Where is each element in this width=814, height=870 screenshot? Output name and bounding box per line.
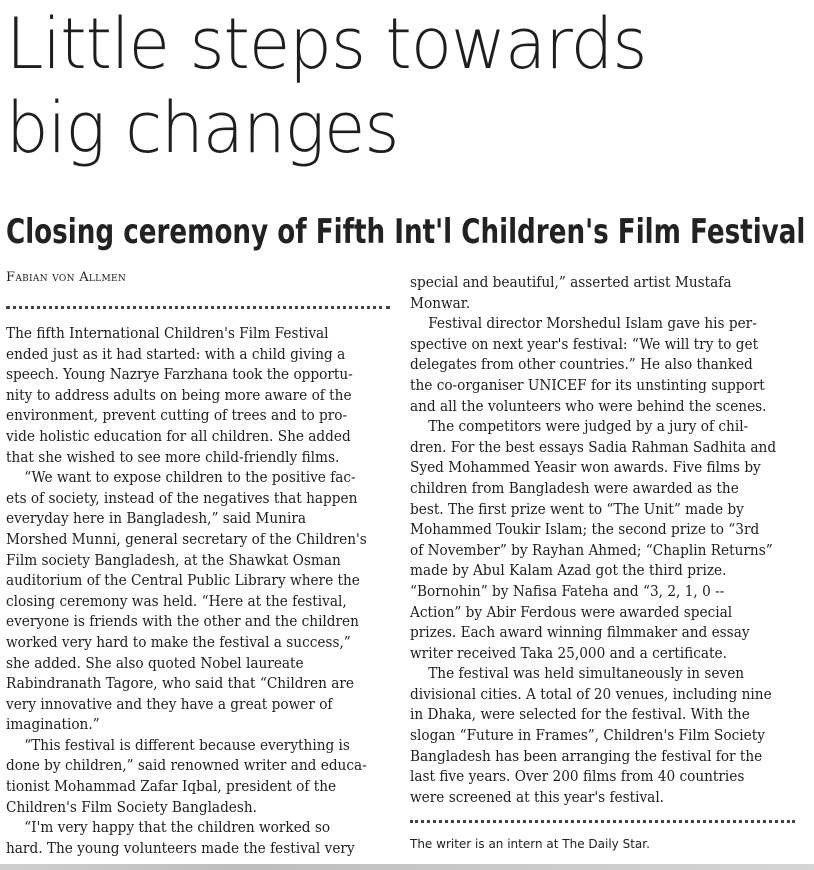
text-line: Mohammed Toukir Islam; the second prize to “3rd (410, 520, 760, 539)
text-line: writer received Taka 25,000 and a certificate. (410, 643, 727, 662)
text-line: speech. Young Nazrye Farzhana took the opportu- (6, 365, 353, 384)
text-line: last five years. Over 200 films from 40 countries (410, 767, 745, 786)
text-line: imagination.” (6, 715, 100, 734)
text-line: Rabindranath Tagore, who said that “Children are (6, 674, 355, 693)
text-line: Syed Mohammed Yeasir won awards. Five films by (410, 458, 761, 477)
text-line: were screened at this year's festival. (410, 787, 665, 806)
text-line: Morshed Munni, general secretary of the Children's (6, 529, 367, 548)
text-line: environment, prevent cutting of trees and to pro- (6, 406, 348, 425)
subheadline: Closing ceremony of Fifth Int'l Children's Film Festival (6, 212, 806, 252)
text-line: very innovative and they have a great power of (6, 694, 333, 713)
text-line: she added. She also quoted Nobel laureate (6, 653, 304, 672)
page-edge-strip (0, 864, 814, 870)
text-line: dren. For the best essays Sadia Rahman Sadhita and (410, 437, 777, 456)
text-line: The festival was held simultaneously in seven (428, 664, 745, 683)
text-line: tionist Mohammad Zafar Iqbal, president of the (6, 777, 337, 796)
text-line: divisional cities. A total of 20 venues, including nine (410, 684, 772, 703)
text-line: Bangladesh has been arranging the festival for the (410, 746, 763, 765)
text-line: The fifth International Children's Film Festival (6, 324, 329, 342)
headline (6, 2, 774, 170)
text-line: Film society Bangladesh, at the Shawkat Osman (6, 550, 341, 569)
text-line: vide holistic education for all children. She added (6, 426, 351, 445)
text-line: delegates from other countries.” He also thanked (410, 355, 753, 374)
author-note: The writer is an intern at The Daily Star. (410, 837, 650, 851)
text-line: everyone is friends with the other and the children (6, 612, 359, 631)
text-line: special and beautiful,” asserted artist Mustafa (410, 273, 732, 291)
text-line: everyday here in Bangladesh,” said Munira (6, 509, 306, 528)
text-line: ended just as it had started: with a child giving a (6, 344, 346, 363)
text-line: in Dhaka, were selected for the festival. With the (410, 705, 750, 724)
text-line: done by children,” said renowned writer and educa- (6, 756, 367, 775)
text-line: Action” by Abir Ferdous were awarded special (410, 602, 733, 621)
text-line: “This festival is different because everything is (24, 735, 350, 754)
text-line: the co-organiser UNICEF for its unstinting support (410, 375, 765, 394)
text-line: prizes. Each award winning filmmaker and essay (410, 623, 750, 642)
text-line: slogan “Future in Frames”, Children's Film Society (410, 726, 765, 745)
byline: Fabian von Allmen (6, 270, 127, 285)
text-line: “I'm very happy that the children worked so (24, 818, 331, 837)
text-line: auditorium of the Central Public Library where the (6, 571, 360, 590)
text-line: ets of society, instead of the negatives that happen (6, 488, 358, 507)
footer-divider (410, 820, 795, 823)
text-line: Children's Film Society Bangladesh. (6, 797, 258, 816)
text-line: closing ceremony was held. “Here at the festival, (6, 591, 347, 610)
article-column-left (6, 323, 367, 858)
headline-line-2: big changes (6, 87, 399, 169)
text-line: worked very hard to make the festival a success,” (6, 632, 351, 651)
headline-line-1: Little steps towards (6, 3, 647, 85)
text-line: made by Abul Kalam Azad got the third prize. (410, 561, 727, 580)
text-line: Monwar. (410, 293, 471, 312)
text-line: best. The first prize went to “The Unit” made by (410, 499, 744, 518)
byline-divider (6, 306, 390, 309)
text-line: of November” by Rayhan Ahmed; “Chaplin Returns” (410, 540, 773, 559)
text-line: hard. The young volunteers made the festival very (6, 838, 355, 857)
text-line: and all the volunteers who were behind the scenes. (410, 396, 767, 415)
text-line: “We want to expose children to the positive fac- (24, 468, 356, 487)
text-line: that she wished to see more child-friendly films. (6, 447, 340, 466)
article-column-right (410, 272, 777, 807)
text-line: children from Bangladesh were awarded as the (410, 478, 739, 497)
text-line: “Bornohin” by Nafisa Fateha and “3, 2, 1, 0 -- (410, 581, 725, 600)
text-line: nity to address adults on being more aware of the (6, 385, 352, 404)
text-line: The competitors were judged by a jury of chil- (428, 417, 749, 436)
text-line: spective on next year's festival: “We will try to get (410, 334, 759, 353)
text-line: Festival director Morshedul Islam gave his per- (428, 314, 757, 333)
